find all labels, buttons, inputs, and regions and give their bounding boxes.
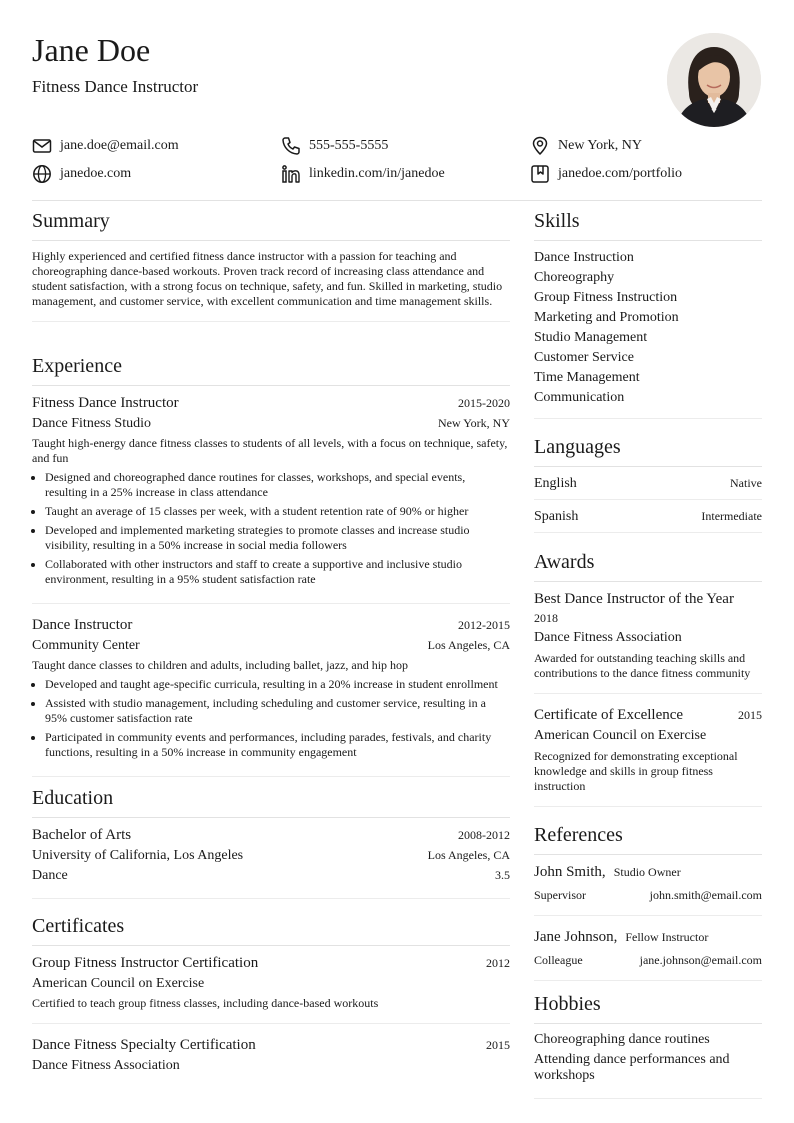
contact-linkedin[interactable] (281, 162, 445, 186)
award-item (534, 694, 762, 807)
references-heading: References (534, 822, 762, 855)
summary-text: Highly experienced and certified fitness dance instructor with a passion for teaching and choreographing dance-based workouts. Proven track record of increasing class attendance and student satisfaction, with a strong focus on technique, safety, and fun. Skilled in marketing, studio management, and customer service, with excellent communication and time management skills. (32, 249, 503, 308)
reference-relation: Colleague (534, 953, 583, 967)
experience-bullet: • Participated in community events and performances, including parades, festivals, and charity functions, resulting in a 50% increase in community engagement (45, 730, 510, 760)
education-location: Los Angeles, CA (427, 848, 510, 862)
languages-section (534, 434, 762, 533)
location-pin-icon (530, 136, 550, 156)
experience-item (32, 386, 510, 604)
summary-item (32, 241, 510, 322)
award-year: 2018 (534, 611, 558, 625)
reference-item (534, 916, 762, 981)
skill-item: Dance Instruction (534, 250, 634, 265)
award-issuer: American Council on Exercise (534, 728, 707, 743)
profile-photo-image (667, 33, 761, 127)
award-description: Recognized for demonstrating exceptional knowledge and skills in group fitness instruction (534, 749, 738, 793)
hobbies-section (534, 991, 762, 1099)
experience-location: New York, NY (437, 416, 510, 430)
reference-relation: Supervisor (534, 888, 586, 902)
experience-bullets (32, 470, 510, 587)
experience-description: Taught high-energy dance fitness classes to students of all levels, with a focus on technique, safety, and fun (32, 436, 508, 465)
contact-phone[interactable] (281, 134, 388, 158)
education-school: University of California, Los Angeles (32, 848, 244, 863)
certificate-year: 2012 (486, 956, 510, 970)
skill-item: Communication (534, 390, 625, 405)
contact-linkedin-text: linkedin.com/in/janedoe (309, 166, 445, 181)
contact-email[interactable] (32, 134, 179, 158)
reference-item (534, 855, 762, 916)
contact-website[interactable] (32, 162, 131, 186)
experience-company: Community Center (32, 638, 140, 653)
hobby-item: Choreographing dance routines (534, 1032, 710, 1047)
experience-bullets (32, 677, 510, 760)
certificate-name: Dance Fitness Specialty Certification (32, 1037, 256, 1053)
education-item (32, 818, 510, 899)
contact-portfolio[interactable] (530, 162, 682, 186)
experience-item (32, 604, 510, 777)
experience-bullet: • Designed and choreographed dance routines for classes, workshops, and special events, resulting in a 25% increase in class attendance (45, 470, 510, 500)
certificate-issuer: American Council on Exercise (32, 976, 205, 991)
summary-heading: Summary (32, 208, 510, 241)
certificate-item (32, 1024, 510, 1084)
experience-bullet: • Developed and taught age-specific curricula, resulting in a 20% increase in student enrollment (45, 677, 510, 692)
language-name: Spanish (534, 509, 579, 524)
education-dates: 2008-2012 (458, 828, 510, 842)
header-divider (32, 200, 762, 201)
experience-company: Dance Fitness Studio (32, 416, 151, 431)
language-item (534, 500, 762, 533)
awards-section (534, 549, 762, 807)
skill-item: Customer Service (534, 350, 634, 365)
language-name: English (534, 476, 577, 491)
education-section (32, 785, 510, 899)
language-level: Intermediate (701, 509, 762, 523)
contact-location (530, 134, 642, 158)
award-name: Best Dance Instructor of the Year (534, 591, 734, 607)
skills-section (534, 208, 762, 419)
experience-position: Fitness Dance Instructor (32, 395, 179, 411)
reference-role: Fellow Instructor (625, 930, 709, 944)
skill-item: Group Fitness Instruction (534, 290, 678, 305)
contact-website-text: janedoe.com (60, 166, 132, 181)
experience-bullet: • Collaborated with other instructors and staff to create a supportive and inclusive studio environment, resulting in a 95% student satisfaction rate (45, 557, 510, 587)
hobbies-list (534, 1024, 762, 1099)
contact-email-text: jane.doe@email.com (60, 138, 179, 153)
skills-list (534, 241, 762, 419)
reference-email[interactable]: john.smith@email.com (649, 888, 762, 902)
award-item (534, 582, 762, 694)
education-heading: Education (32, 785, 510, 818)
education-field: Dance (32, 868, 68, 883)
references-section (534, 822, 762, 981)
candidate-headline: Fitness Dance Instructor (32, 77, 199, 96)
experience-position: Dance Instructor (32, 617, 133, 633)
skill-item: Studio Management (534, 330, 648, 345)
certificate-name: Group Fitness Instructor Certification (32, 955, 259, 971)
experience-location: Los Angeles, CA (427, 638, 510, 652)
award-year: 2015 (738, 708, 762, 722)
phone-icon (281, 136, 301, 156)
hobby-item: Attending dance performances and workshops (534, 1052, 730, 1083)
education-gpa: 3.5 (495, 868, 510, 882)
experience-description: Taught dance classes to children and adults, including ballet, jazz, and hip hop (32, 658, 409, 672)
award-issuer: Dance Fitness Association (534, 630, 682, 645)
experience-bullet: • Assisted with studio management, including scheduling and customer service, resulting in a 95% customer satisfaction rate (45, 696, 510, 726)
certificate-description: Certified to teach group fitness classes, including dance-based workouts (32, 996, 379, 1010)
experience-bullet: • Developed and implemented marketing strategies to promote classes and increase studio visibility, resulting in a 50% increase in social media followers (45, 523, 510, 553)
award-description: Awarded for outstanding teaching skills and contributions to the dance fitness community (534, 651, 751, 680)
experience-section (32, 353, 510, 777)
certificates-heading: Certificates (32, 913, 510, 946)
experience-dates: 2012-2015 (458, 618, 510, 632)
reference-email[interactable]: jane.johnson@email.com (639, 953, 762, 967)
certificate-year: 2015 (486, 1038, 510, 1052)
award-name: Certificate of Excellence (534, 707, 684, 723)
education-degree: Bachelor of Arts (32, 827, 132, 843)
languages-heading: Languages (534, 434, 762, 467)
summary-section (32, 208, 510, 322)
skills-heading: Skills (534, 208, 762, 241)
experience-dates: 2015-2020 (458, 396, 510, 410)
certificate-item (32, 946, 510, 1024)
reference-name: John Smith, (534, 864, 606, 880)
awards-heading: Awards (534, 549, 762, 582)
language-level: Native (730, 476, 762, 490)
certificates-section (32, 913, 510, 1084)
profile-photo (667, 33, 761, 127)
hobbies-heading: Hobbies (534, 991, 762, 1024)
linkedin-icon (281, 164, 301, 184)
globe-icon (32, 164, 52, 184)
candidate-name: Jane Doe (32, 32, 151, 68)
skill-item: Marketing and Promotion (534, 310, 679, 325)
mail-icon (32, 136, 52, 156)
certificate-issuer: Dance Fitness Association (32, 1058, 180, 1073)
skill-item: Choreography (534, 270, 615, 285)
portfolio-icon (530, 164, 550, 184)
experience-bullet: • Taught an average of 15 classes per week, with a student retention rate of 90% or higher (45, 504, 510, 519)
reference-role: Studio Owner (613, 865, 681, 879)
language-item (534, 467, 762, 500)
skill-item: Time Management (534, 370, 640, 385)
contact-portfolio-text: janedoe.com/portfolio (558, 166, 683, 181)
reference-name: Jane Johnson, (534, 929, 618, 945)
contact-phone-text: 555-555-5555 (309, 138, 389, 153)
contact-location-text: New York, NY (558, 138, 643, 153)
experience-heading: Experience (32, 353, 510, 386)
